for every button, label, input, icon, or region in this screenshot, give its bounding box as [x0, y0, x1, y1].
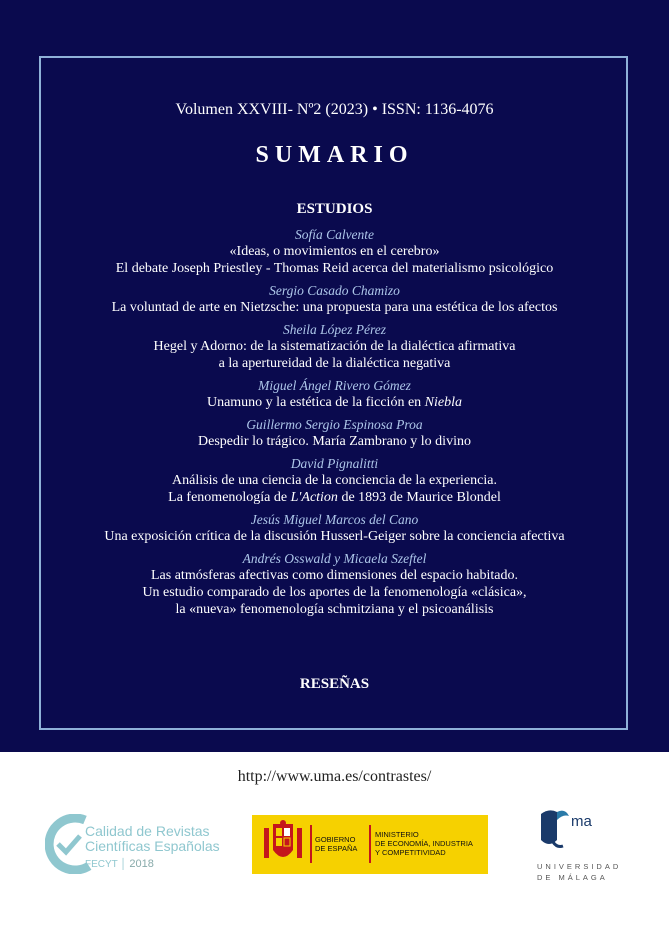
- article-title-line: Hegel y Adorno: de la sistematización de la dialéctica afirmativa: [153, 339, 516, 354]
- article-author: Sheila López Pérez: [283, 322, 386, 337]
- ministry-line1: MINISTERIO: [375, 830, 419, 839]
- uma-line2: DE MÁLAGA: [537, 873, 608, 882]
- article-author: Miguel Ángel Rivero Gómez: [258, 378, 411, 393]
- article-title-line: [0, 489, 669, 506]
- divider: [369, 825, 371, 863]
- article-title-line: [0, 394, 669, 411]
- fecyt-line2: Científicas Españolas: [85, 838, 220, 854]
- article-title-line: La voluntad de arte en Nietzsche: una propuesta para una estética de los afectos: [111, 300, 558, 315]
- article-title-line: Una exposición crítica de la discusión Husserl-Geiger sobre la conciencia afectiva: [104, 529, 565, 544]
- article-title-line: «Ideas, o movimientos en el cerebro»: [229, 244, 440, 259]
- article-list: [0, 226, 669, 623]
- ministry-line3: Y COMPETITIVIDAD: [375, 848, 446, 857]
- article-author: Guillermo Sergio Espinosa Proa: [246, 417, 423, 432]
- article-title-line: Análisis de una ciencia de la conciencia de la experiencia.: [172, 473, 497, 488]
- divider: [310, 825, 312, 863]
- journal-url[interactable]: http://www.uma.es/contrastes/: [237, 768, 432, 785]
- fecyt-line1: Calidad de Revistas: [85, 823, 210, 839]
- article-entry: [0, 226, 669, 277]
- article-entry: [0, 550, 669, 618]
- gobierno-line2: DE ESPAÑA: [315, 844, 358, 853]
- fecyt-year: 2018: [129, 858, 154, 870]
- uma-logo: [535, 806, 622, 884]
- gobierno-text: [315, 835, 357, 853]
- fecyt-brand: FECYT: [85, 859, 118, 870]
- article-title-italic: L'Action: [290, 490, 338, 505]
- article-author: David Pignalitti: [290, 456, 379, 471]
- article-author: Sofía Calvente: [294, 227, 375, 242]
- gobierno-line1: GOBIERNO: [315, 835, 356, 844]
- article-title-line: El debate Joseph Priestley - Thomas Reid acerca del materialismo psicológico: [115, 261, 554, 276]
- article-author: Jesús Miguel Marcos del Cano: [250, 512, 419, 527]
- section-heading-studies: ESTUDIOS: [296, 201, 373, 217]
- article-title-line: a la apertureidad de la dialéctica negativa: [218, 356, 451, 371]
- volume-info: Volumen XXVIII- Nº2 (2023) • ISSN: 1136-4076: [175, 101, 494, 118]
- article-entry: [0, 416, 669, 450]
- article-title-line: Un estudio comparado de los aportes de la fenomenología «clásica»,: [142, 585, 527, 600]
- article-title-line: Despedir lo trágico. María Zambrano y lo divino: [198, 434, 471, 449]
- page-title: SUMARIO: [255, 142, 414, 168]
- coat-of-arms-icon: [262, 820, 304, 868]
- article-entry: [0, 455, 669, 506]
- article-title-italic: Niebla: [424, 395, 463, 410]
- uma-mark-icon: [539, 806, 599, 850]
- section-heading-reviews: RESEÑAS: [299, 676, 370, 692]
- ministry-line2: DE ECONOMÍA, INDUSTRIA: [375, 839, 473, 848]
- article-entry: [0, 321, 669, 372]
- gobierno-logo: [252, 815, 488, 874]
- article-author: Andrés Osswald y Micaela Szeftel: [242, 551, 427, 566]
- article-title-text: de 1893 de Maurice Blondel: [337, 490, 501, 505]
- article-entry: [0, 511, 669, 545]
- article-title-text: Unamuno y la estética de la ficción en: [206, 395, 425, 410]
- article-entry: [0, 282, 669, 316]
- article-entry: [0, 377, 669, 411]
- uma-mark-text: ma: [571, 813, 592, 830]
- article-title-line: Las atmósferas afectivas como dimensiones del espacio habitado.: [151, 568, 518, 583]
- uma-line1: UNIVERSIDAD: [537, 862, 622, 871]
- article-title-text: La fenomenología de: [168, 490, 291, 505]
- fecyt-logo: [45, 814, 220, 874]
- article-author: Sergio Casado Chamizo: [269, 283, 400, 298]
- ministry-text: [375, 830, 473, 857]
- article-title-line: la «nueva» fenomenología schmitziana y el psicoanálisis: [175, 602, 494, 617]
- fecyt-brand-row: FECYT │ 2018: [85, 858, 154, 870]
